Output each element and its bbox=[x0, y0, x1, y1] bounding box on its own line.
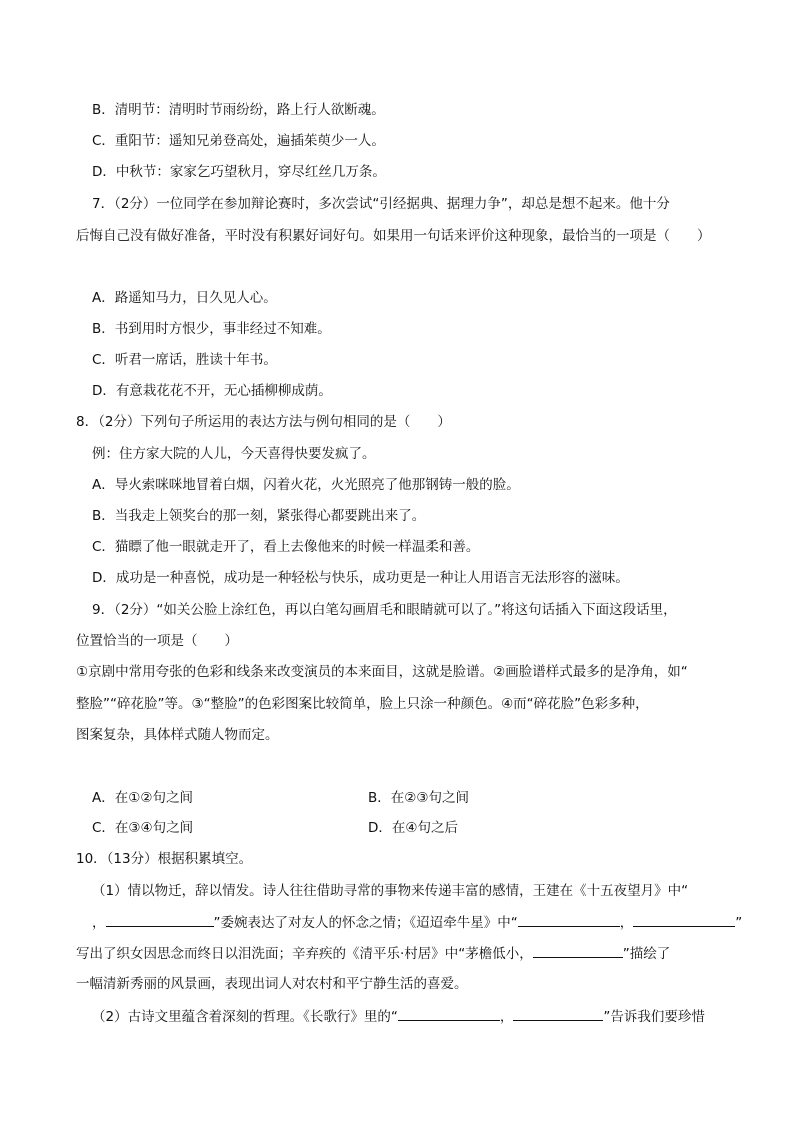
q10-part1-line3-tail: ”描绘了 bbox=[622, 946, 671, 962]
q7-option-a: A．路遥知马力，日久见人心。 bbox=[92, 290, 277, 306]
q8-option-d: D．成功是一种喜悦，成功是一种轻松与快乐，成功更是一种让人用语言无法形容的滋味。 bbox=[92, 570, 629, 586]
q8-option-a: A．导火索咪咪地冒着白烟，闪着火花，火光照亮了他那钢铸一般的脸。 bbox=[92, 477, 520, 493]
q10-part1-line4: 一幅清新秀丽的风景画，表现出词人对农村和平宁静生活的喜爱。 bbox=[76, 976, 468, 992]
q10-part1-line3 bbox=[76, 943, 670, 964]
fill-blank[interactable] bbox=[518, 912, 620, 927]
q10-part2-comma: ， bbox=[499, 1009, 514, 1025]
q9-option-b: B．在②③句之间 bbox=[368, 790, 469, 806]
q9-option-c: C．在③④句之间 bbox=[92, 820, 194, 836]
q7-option-c: C．听君一席话，胜读十年书。 bbox=[92, 352, 277, 368]
q9-stem-line2: 位置恰当的一项是（ ） bbox=[76, 633, 238, 649]
q9-passage-line2: 整脸”“碎花脸”等。③“整脸”的色彩图案比较简单，脸上只涂一种颜色。④而“碎花脸”色彩多种， bbox=[76, 696, 649, 712]
q9-passage-line1: ①京剧中常用夸张的色彩和线条来改变演员的本来面目，这就是脸谱。②画脸谱样式最多的是净角，如“ bbox=[76, 664, 688, 680]
q9-option-a: A．在①②句之间 bbox=[92, 790, 193, 806]
fill-blank[interactable] bbox=[513, 1006, 603, 1021]
q6-option-d: D．中秋节：家家乞巧望秋月，穿尽红丝几万条。 bbox=[92, 164, 386, 180]
q8-option-b: B．当我走上领奖台的那一刻，紧张得心都要跳出来了。 bbox=[92, 508, 426, 524]
q8-option-c: C．猫瞟了他一眼就走开了，看上去像他来的时候一样温柔和善。 bbox=[92, 539, 480, 555]
q7-option-b: B．书到用时方恨少，事非经过不知难。 bbox=[92, 321, 331, 337]
fill-blank[interactable] bbox=[106, 912, 214, 927]
q9-passage-line3: 图案复杂，具体样式随人物而定。 bbox=[76, 727, 279, 743]
q6-option-c: C．重阳节：遥知兄弟登高处，遍插茱萸少一人。 bbox=[92, 133, 385, 149]
fill-blank[interactable] bbox=[398, 1006, 500, 1021]
q10-part2-line1 bbox=[92, 1006, 705, 1027]
q10-part1-line2-close: ” bbox=[735, 915, 743, 931]
q10-part2-text: （2）古诗文里蕴含着深刻的哲理。《长歌行》里的“ bbox=[92, 1009, 398, 1025]
q9-stem-line1: 9．（2分）“如关公脸上涂红色，再以白笔勾画眉毛和眼睛就可以了。”将这句话插入下面这段话里， bbox=[92, 602, 677, 618]
q10-part1-line2-comma: ， bbox=[92, 915, 106, 931]
q8-stem: 8．（2分）下列句子所运用的表达方法与例句相同的是（ ） bbox=[76, 414, 451, 430]
q9-option-d: D．在④句之后 bbox=[368, 820, 458, 836]
q10-part1-line3-text: 写出了织女因思念而终日以泪洗面；辛弃疾的《清平乐·村居》中“茅檐低小， bbox=[76, 946, 533, 962]
q10-part1-line2 bbox=[92, 912, 742, 933]
q7-stem-line1: 7．（2分）一位同学在参加辩论赛时，多次尝试“引经据典、据理力争”，却总是想不起来。他十分 bbox=[92, 196, 670, 212]
q10-part1-line2-comma2: ， bbox=[619, 915, 634, 931]
q7-option-d: D．有意栽花花不开，无心插柳柳成荫。 bbox=[92, 383, 332, 399]
q10-part2-tail: ”告诉我们要珍惜 bbox=[603, 1009, 705, 1025]
q10-part1-line2-text: ”委婉表达了对友人的怀念之情；《迢迢牵牛星》中“ bbox=[213, 915, 518, 931]
fill-blank[interactable] bbox=[533, 943, 623, 958]
q10-stem: 10．（13分）根据积累填空。 bbox=[76, 851, 253, 867]
q8-example: 例：住方家大院的人儿，今天喜得快要发疯了。 bbox=[92, 446, 376, 462]
fill-blank[interactable] bbox=[633, 912, 735, 927]
q7-stem-line2: 后悔自己没有做好准备，平时没有积累好词好句。如果用一句话来评价这种现象，最恰当的一项是（ ） bbox=[76, 228, 711, 244]
q6-option-b: B．清明节：清明时节雨纷纷，路上行人欲断魂。 bbox=[92, 102, 385, 118]
q10-part1-line1: （1）情以物迁，辞以情发。诗人往往借助寻常的事物来传递丰富的感情，王建在《十五夜望月》中“ bbox=[92, 883, 689, 899]
